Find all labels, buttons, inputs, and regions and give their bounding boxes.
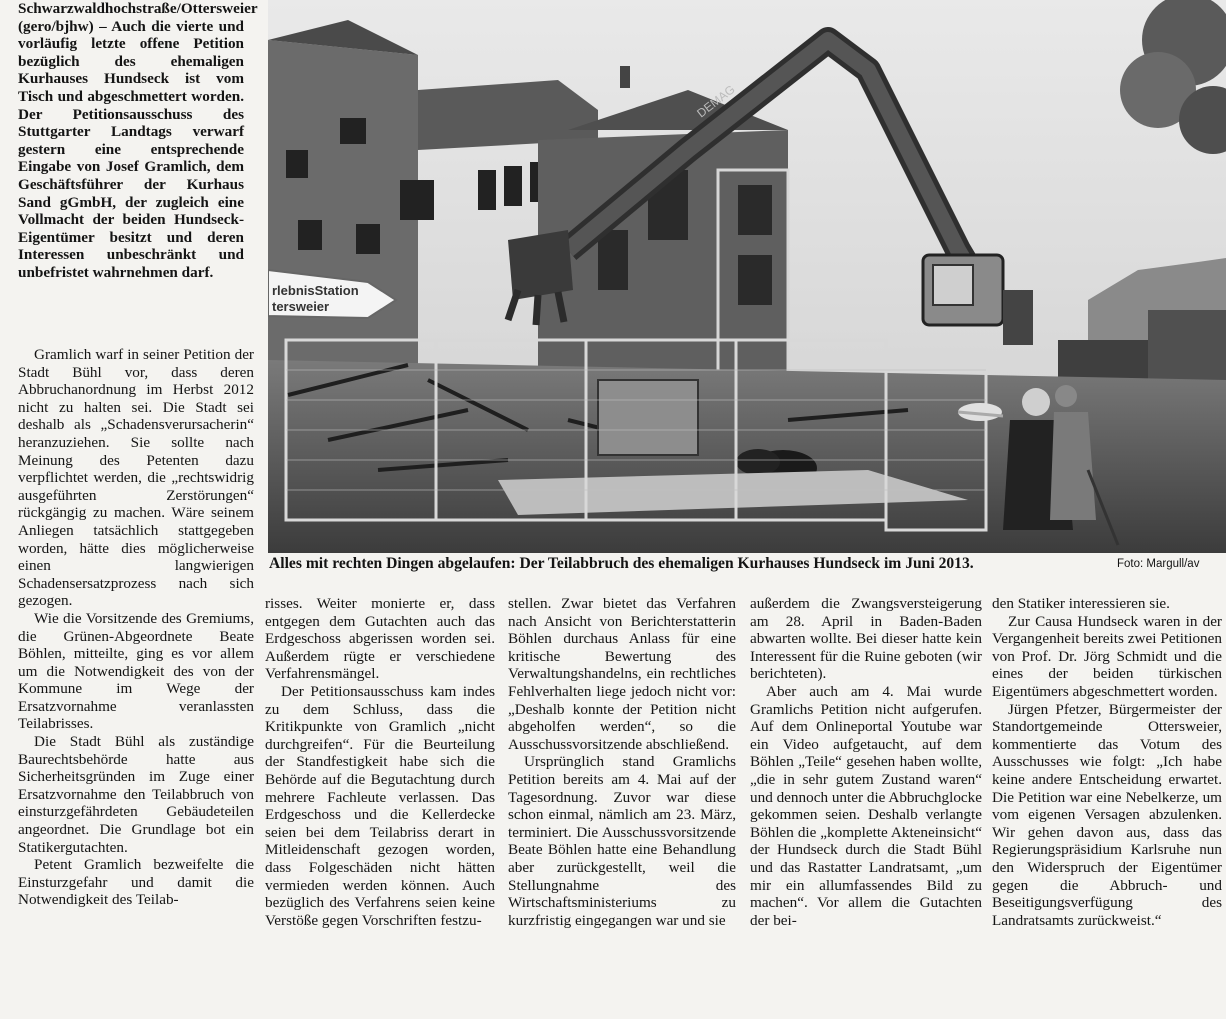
excavator-brand-text: DEMAG xyxy=(694,82,738,121)
article-column-2 xyxy=(265,595,495,929)
article-column-1 xyxy=(18,346,254,909)
paragraph: risses. Weiter monierte er, dass entgegen dem Gutachten auch das Erdgeschoss abgerissen worden sei. Außerdem rügte er verschiedene Verfahrensmängel. xyxy=(265,595,495,683)
article-column-3 xyxy=(508,595,736,929)
paragraph: Zur Causa Hundseck waren in der Vergangenheit bereits zwei Petitionen von Prof. Dr. Jörg Schmidt und die eines der beiden türkischen Eigentümers abgeschmettert worden. xyxy=(992,612,1222,700)
demolition-photo xyxy=(268,0,1226,553)
article-column-5 xyxy=(992,595,1222,929)
photo-illustration xyxy=(268,0,1226,553)
paragraph: stellen. Zwar bietet das Verfahren nach Ansicht von Berichterstatterin Böhlen durchaus Anlass für eine kritische Bewertung des Verwaltungshandelns, ein rechtliches Fehlverhalten liege jedoch nicht vor: „Deshalb konnte der Petition nicht abgeholfen werden“, so die Ausschussvorsitzende abschließend. xyxy=(508,595,736,753)
paragraph: Aber auch am 4. Mai wurde Gramlichs Petition nicht aufgerufen. Auf dem Onlineportal Youtube war ein Video aufgetaucht, auf dem Böhlen „Teile“ gesehen haben wollte, „die in sehr gutem Zustand waren“ und dennoch unter die Abbruchglocke gekommen seien. Deshalb verlangte Böhlen die „komplette Akteneinsicht“ der Hundseck durch die Stadt Bühl und das Rastatter Landratsamt, „um mir ein allumfassendes Bild zu machen“. Vor allem die Gutachten der bei- xyxy=(750,682,982,929)
paragraph: Der Petitionsausschuss kam indes zu dem Schluss, dass die Kritikpunkte von Gramlich „nicht durchgreifen“. Für die Beurteilung der Standfestigkeit habe sich die Behörde auf die Begutachtung durch mehrere Fachleute verlassen. Das Erdgeschoss und die Kellerdecke seien bei dem Teilabriss derart in Mitleidenschaft gezogen worden, dass Folgeschäden nicht hätten vermieden werden können. Auch bezüglich des Verfahrens seien keine Verstöße gegen Vorschriften festzu- xyxy=(265,682,495,929)
lead-paragraph: Schwarzwaldhochstraße/Ottersweier (gero/bjhw) – Auch die vierte und vorläufig letzte offene Petition bezüglich des ehemaligen Kurhauses Hundseck ist vom Tisch und abgeschmettert worden. Der Petitionsausschuss des Stuttgarter Landtags verwarf gestern eine entsprechende Eingabe von Josef Gramlich, dem Geschäftsführer der Kurhaus Sand gGmbH, der zugleich eine Vollmacht der beiden Hundseck-Eigentümer besitzt und deren Interessen unbeschränkt und unbefristet wahrnehmen darf. xyxy=(18,0,258,281)
paragraph: Ursprünglich stand Gramlichs Petition bereits am 4. Mai auf der Tagesordnung. Zuvor war diese schon einmal, nämlich am 23. März, terminiert. Die Ausschussvorsitzende Beate Böhlen hatte eine Behandlung aber zurückgestellt, weil die Stellungnahme des Wirtschaftsministeriums zu kurzfristig eingegangen war und sie xyxy=(508,753,736,929)
photo-credit: Foto: Margull/av xyxy=(1117,558,1200,570)
photo-caption: Alles mit rechten Dingen abgelaufen: Der Teilabbruch des ehemaligen Kurhauses Hundseck im Juni 2013. xyxy=(269,555,974,572)
paragraph: außerdem die Zwangsversteigerung am 28. April in Baden-Baden abwarten wollte. Bei dieser hatte kein Interessent für die Ruine geboten (wir berichteten). xyxy=(750,595,982,683)
paragraph: Jürgen Pfetzer, Bürgermeister der Standortgemeinde Ottersweier, kommentierte das Votum des Ausschusses wie folgt: „Ich habe keine andere Entscheidung erwartet. Die Petition war eine Nebelkerze, um vom eigenen Versagen abzulenken. Wir gehen davon aus, dass das Regierungspräsidium Karlsruhe nun den Widerspruch der Eigentümer gegen die Abbruch- und Beseitigungsverfügung des Landratsamts zurückweist.“ xyxy=(992,700,1222,929)
paragraph: den Statiker interessieren sie. xyxy=(992,595,1170,612)
paragraph: Petent Gramlich bezweifelte die Einsturzgefahr und damit die Notwendigkeit des Teilab- xyxy=(18,856,254,909)
paragraph: Wie die Vorsitzende des Gremiums, die Grünen-Abgeordnete Beate Böhlen, mitteilte, ging es vor allem um die Notwendigkeit des von der Kommune im Wege der Ersatzvornahme veranlassten Teilabrisses. xyxy=(18,609,254,733)
sign-text-line2: tersweier xyxy=(272,299,330,314)
paragraph: Gramlich warf in seiner Petition der Stadt Bühl vor, dass deren Abbruchanordnung im Herbst 2012 nicht zu halten sei. Die Stadt sei deshalb als „Schadensverursacherin“ heranzuziehen. Sie sollte nach Meinung des Petenten dazu verpflichtet werden, die „rechtswidrig ausgeführten Zerstörungen“ rückgängig zu machen. Wäre seinem Anliegen tatsächlich stattgegeben worden, hätte dies möglicherweise einen langwierigen Schadensersatzprozess nach sich gezogen. xyxy=(18,346,254,610)
paragraph: Die Stadt Bühl als zuständige Baurechtsbehörde hatte aus Sicherheitsgründen im Zuge einer Ersatzvornahme den Teilabbruch von einsturzgefährdeten Gebäudeteilen angeordnet. Die Grundlage bot ein Statikergutachten. xyxy=(18,733,254,856)
article-column-4 xyxy=(750,595,982,929)
sign-text-line1: rlebnisStation xyxy=(272,283,359,298)
